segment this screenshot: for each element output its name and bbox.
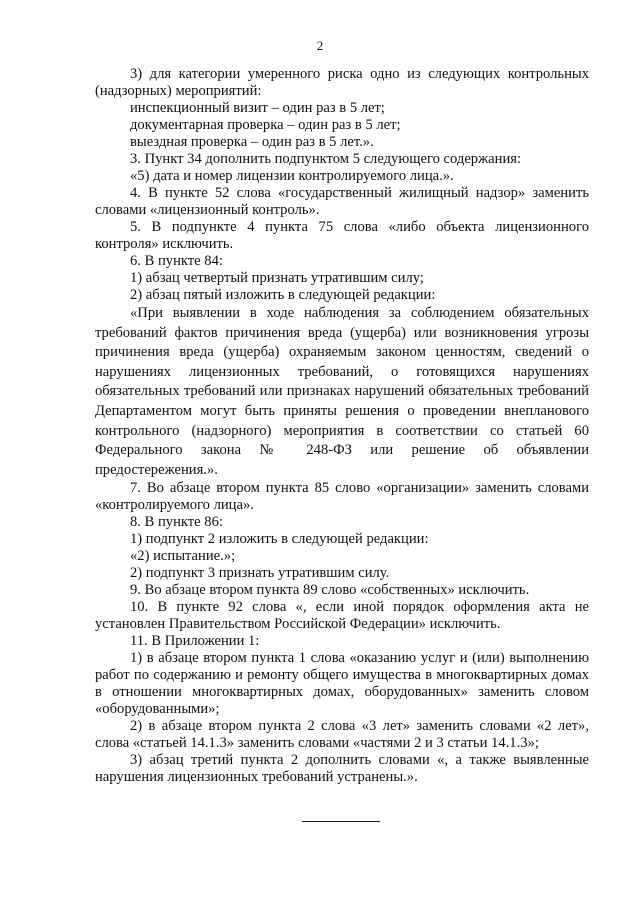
paragraph-item-8-quote: «2) испытание.»;	[130, 548, 236, 565]
paragraph-item-5: 5. В подпункте 4 пункта 75 слова «либо объекта лицензионного контроля» исключить.	[95, 219, 589, 252]
paragraph-item-10: 10. В пункте 92 слова «, если иной порядок оформления акта не установлен Правительством Российской Федерации» исключить.	[95, 599, 589, 633]
paragraph-item-11-sub2: 2) в абзаце втором пункта 2 слова «3 лет» заменить словами «2 лет», слова «статьей 14.1.3» заменить словами «частями 2 и 3 статьи 14.1.3»;	[95, 718, 589, 752]
paragraph-item-8-sub1: 1) подпункт 2 изложить в следующей редакции:	[130, 531, 429, 548]
paragraph-item-7: 7. Во абзаце втором пункта 85 слово «организации» заменить словами «контролируемого лица».	[95, 480, 589, 514]
paragraph-field-check: выездная проверка – один раз в 5 лет.».	[130, 134, 374, 150]
paragraph-item-4: 4. В пункте 52 слова «государственный жилищный надзор» заменить словами «лицензионный контроль».	[95, 185, 589, 218]
paragraph-inspection-visit: инспекционный визит – один раз в 5 лет;	[130, 100, 385, 116]
paragraph-item-8-sub2: 2) подпункт 3 признать утратившим силу.	[130, 565, 390, 582]
paragraph-item-11: 11. В Приложении 1:	[130, 633, 260, 650]
paragraph-item-6: 6. В пункте 84:	[130, 253, 223, 269]
document-body	[95, 66, 589, 786]
paragraph-item-9: 9. Во абзаце втором пункта 89 слово «собственных» исключить.	[130, 582, 530, 599]
paragraph-item-11-sub1: 1) в абзаце втором пункта 1 слова «оказанию услуг и (или) выполнению работ по содержанию и ремонту общего имущества в многоквартирных домах в отношении многоквартирных домах, оборудованных» заменить словом «оборудованными»;	[95, 650, 589, 718]
paragraph-item-8: 8. В пункте 86:	[130, 514, 223, 531]
paragraph-item-11-sub3: 3) абзац третий пункта 2 дополнить словами «, а также выявленные нарушения лицензионных требований устранены.».	[95, 752, 589, 786]
paragraph-item-3: 3. Пункт 34 дополнить подпунктом 5 следующего содержания:	[130, 151, 522, 167]
paragraph-item-3-sub5: «5) дата и номер лицензии контролируемого лица.».	[130, 168, 454, 184]
paragraph-item-6-quote: «При выявлении в ходе наблюдения за соблюдением обязательных требований фактов причинения вреда (ущерба) или возникновения угрозы причинения вреда (ущерба) охраняемым законом ценностям, сведений о нарушениях лицензионных требований, о готовящихся нарушениях обязательных требований или признаках нарушений обязательных требований Департаментом могут быть приняты решения о проведении внепланового контрольного (надзорного) мероприятия в соответствии со статьей 60 Федерального закона № 248-ФЗ или решение об объявлении предостережения.».	[95, 305, 589, 478]
paragraph-item-6-sub1: 1) абзац четвертый признать утратившим силу;	[130, 270, 424, 286]
footer-rule	[302, 821, 380, 822]
paragraph-moderate-risk: 3) для категории умеренного риска одно из следующих контрольных (надзорных) мероприятий:	[95, 66, 589, 99]
paragraph-item-6-sub2: 2) абзац пятый изложить в следующей редакции:	[130, 287, 436, 303]
page-number: 2	[316, 38, 324, 53]
paragraph-documentary-check: документарная проверка – один раз в 5 лет;	[130, 117, 401, 133]
